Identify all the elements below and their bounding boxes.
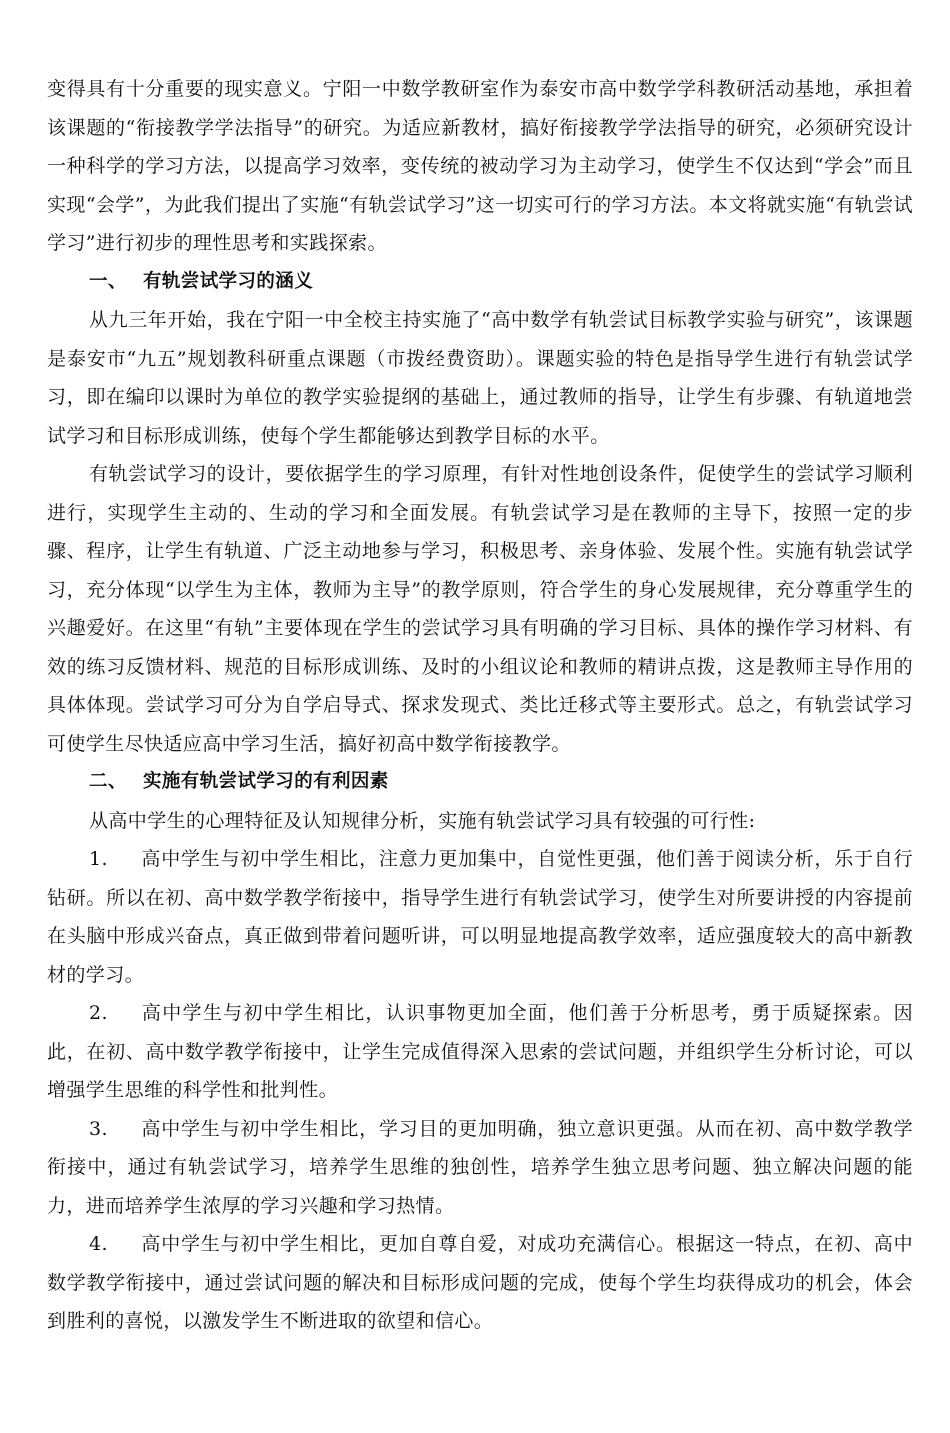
- list-item-text: 高中学生与初中学生相比，更加自尊自爱，对成功充满信心。根据这一特点，在初、高中数学教学衔接中，通过尝试问题的解决和目标形成问题的完成，使每个学生均获得成功的机会，体会到胜利的喜悦，以激发学生不断进取的欲望和信心。: [47, 1233, 913, 1332]
- section-1-number: 一、: [89, 270, 127, 292]
- list-item-number: 2.: [89, 1002, 108, 1024]
- list-item-number: 4.: [89, 1233, 108, 1255]
- list-item-text: 高中学生与初中学生相比，认识事物更加全面，他们善于分析思考，勇于质疑探索。因此，在初、高中数学教学衔接中，让学生完成值得深入思索的尝试问题，并组织学生分析讨论，可以增强学生思维的科学性和批判性。: [47, 1002, 913, 1101]
- list-item-text: 高中学生与初中学生相比，注意力更加集中，自觉性更强，他们善于阅读分析，乐于自行钻研。所以在初、高中数学教学衔接中，指导学生进行有轨尝试学习，使学生对所要讲授的内容提前在头脑中形成兴奋点，真正做到带着问题听讲，可以明显地提高教学效率，适应强度较大的高中新教材的学习。: [47, 848, 913, 986]
- section-1-heading: [47, 263, 913, 302]
- list-item: [47, 994, 913, 1110]
- list-item-number: 3.: [89, 1117, 108, 1140]
- document-page: [47, 70, 913, 1341]
- list-item: [47, 1225, 913, 1341]
- section-2-title: 实施有轨尝试学习的有利因素: [143, 771, 389, 792]
- list-item-number: 1.: [89, 848, 108, 870]
- list-item: [47, 1110, 913, 1226]
- section-1-paragraph: 从九三年开始，我在宁阳一中全校主持实施了“高中数学有轨尝试目标教学实验与研究”，该课题是泰安市“九五”规划教科研重点课题（市拨经费资助）。课题实验的特色是指导学生进行有轨尝试学习，即在编印以课时为单位的教学实验提纲的基础上，通过教师的指导，让学生有步骤、有轨道地尝试学习和目标形成训练，使每个学生都能够达到教学目标的水平。: [47, 309, 913, 447]
- section-2-heading: [47, 763, 913, 802]
- list-item-text: 高中学生与初中学生相比，学习目的更加明确，独立意识更强。从而在初、高中数学教学衔接中，通过有轨尝试学习，培养学生思维的独创性，培养学生独立思考问题、独立解决问题的能力，进而培养学生浓厚的学习兴趣和学习热情。: [47, 1117, 913, 1217]
- list-item: [47, 840, 913, 994]
- section-2-number: 二、: [89, 771, 127, 792]
- section-1-title: 有轨尝试学习的涵义: [143, 270, 314, 292]
- intro-paragraph: 变得具有十分重要的现实意义。宁阳一中数学教研室作为泰安市高中数学学科教研活动基地，承担着该课题的“衔接教学学法指导”的研究。为适应新教材，搞好衔接教学学法指导的研究，必须研究设计一种科学的学习方法，以提高学习效率，变传统的被动学习为主动学习，使学生不仅达到“学会”而且实现“会学”，为此我们提出了实施“有轨尝试学习”这一切实可行的学习方法。本文将就实施“有轨尝试学习”进行初步的理性思考和实践探索。: [47, 78, 913, 254]
- section-2-lead: 从高中学生的心理特征及认知规律分析，实施有轨尝试学习具有较强的可行性:: [89, 809, 756, 832]
- section-1-paragraph: 有轨尝试学习的设计，要依据学生的学习原理，有针对性地创设条件，促使学生的尝试学习顺利进行，实现学生主动的、生动的学习和全面发展。有轨尝试学习是在教师的主导下，按照一定的步骤、程序，让学生有轨道、广泛主动地参与学习，积极思考、亲身体验、发展个性。实施有轨尝试学习，充分体现“以学生为主体，教师为主导”的教学原则，符合学生的身心发展规律，充分尊重学生的兴趣爱好。在这里“有轨”主要体现在学生的尝试学习具有明确的学习目标、具体的操作学习材料、有效的练习反馈材料、规范的目标形成训练、及时的小组议论和教师的精讲点拨，这是教师主导作用的具体体现。尝试学习可分为自学启导式、探求发现式、类比迁移式等主要形式。总之，有轨尝试学习可使学生尽快适应高中学习生活，搞好初高中数学衔接教学。: [47, 463, 913, 755]
